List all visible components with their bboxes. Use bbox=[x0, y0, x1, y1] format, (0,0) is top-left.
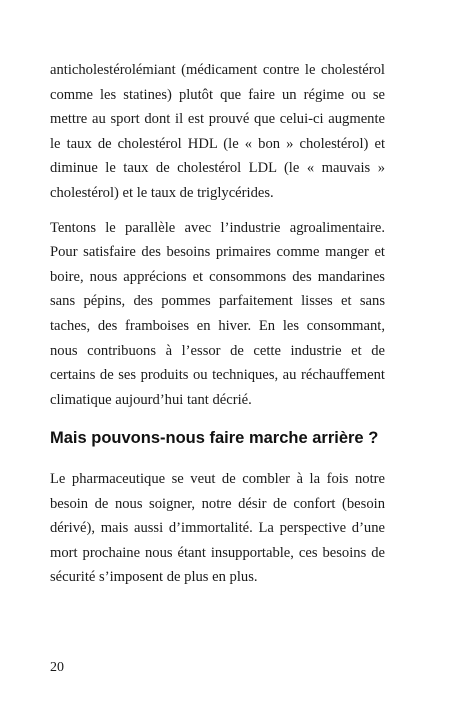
paragraph: anticholestérolémiant (médicament contre le cholestérol comme les statines) plutôt que faire un régime ou se mettre au sport dont il est prouvé que celui-ci augmente le taux de cholestérol HDL (le « bon » cholestérol) et diminue le taux de cholestérol LDL (le « mauvais » cholestérol) et le taux de triglycérides. bbox=[50, 62, 385, 201]
page-body bbox=[50, 58, 385, 412]
paragraph: Tentons le parallèle avec l’industrie agroalimentaire. Pour satisfaire des besoins primaires comme manger et boire, nous apprécions et consommons des mandarines sans pépins, des pommes parfaitement lisses et sans taches, des framboises en hiver. En les consommant, nous contribuons à l’essor de cette industrie et de certains de ses produits ou techniques, au réchauffement climatique aujourd’hui tant décrié. bbox=[50, 219, 385, 408]
paragraph: Le pharmaceutique se veut de combler à la fois notre besoin de nous soigner, notre désir de confort (besoin dérivé), mais aussi d’immortalité. La perspective d’une mort prochaine nous étant insupportable, ces besoins de sécurité s’imposent de plus en plus. bbox=[50, 471, 385, 586]
section-heading: Mais pouvons-nous faire marche arrière ? bbox=[50, 429, 379, 447]
section-body bbox=[50, 467, 385, 590]
page-number: 20 bbox=[50, 660, 64, 675]
